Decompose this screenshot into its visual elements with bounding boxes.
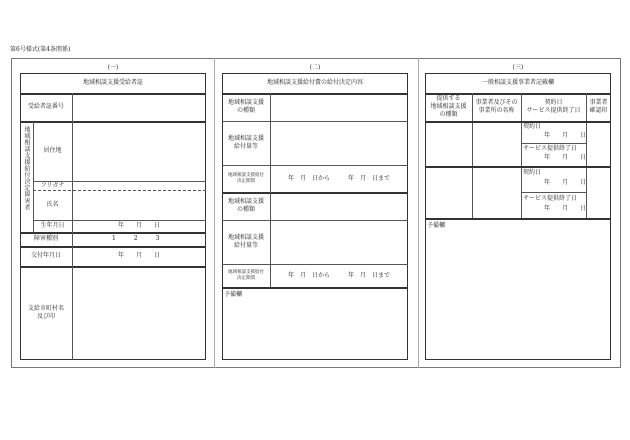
furigana-label: フリガナ	[40, 181, 65, 189]
row1-service-end-value: 年 月 日	[544, 154, 587, 161]
issue-date-value: 年 月 日	[117, 252, 160, 260]
decision-period-value-1: 年 月 日から 年 月 日まで	[287, 174, 390, 182]
row2-service-end-label: サービス提供終了日	[523, 195, 578, 202]
municipality-label	[20, 266, 72, 360]
section-one-title: 地域相談支援受給者証	[82, 79, 143, 87]
decision-period-label-1: 地域相談支援給付 決定期間	[228, 172, 264, 184]
col-service-type: 提供する 地域相談支援 の種類	[430, 95, 467, 118]
benefit-amount-label-1: 地域相談支援 給付量等	[227, 135, 264, 150]
birth-date-label: 生年月日	[40, 222, 65, 230]
birth-date-value: 年 月 日	[117, 222, 160, 230]
row1-contract-date-value: 年 月 日	[544, 132, 587, 139]
section-three-remarks-label: 予備欄	[427, 222, 446, 229]
panel-divider-2	[418, 58, 419, 368]
section-two-label: (二)	[309, 64, 321, 71]
section-one-label: (一)	[107, 64, 119, 71]
municipality-seal: 及び印	[36, 313, 55, 320]
service-type-label-1: 地域相談支援 の種類	[227, 99, 264, 114]
col-provider-name: 事業者及びその 事業所の名称	[475, 99, 518, 114]
address-label: 居住地	[43, 147, 62, 155]
section-three-label: (三)	[512, 64, 524, 71]
recipient-number-label: 受給者証番号	[27, 103, 64, 111]
decision-period-value-2: 年 月 日から 年 月 日まで	[287, 271, 390, 279]
decision-period-label-2: 地域相談支援給付 決定期間	[228, 269, 264, 281]
disability-type-options: 1 2 3	[112, 235, 160, 243]
row2-contract-date-value: 年 月 日	[544, 179, 587, 186]
row1-service-end-label: サービス提供終了日	[523, 145, 578, 152]
name-label: 氏名	[46, 201, 59, 209]
section-two-title: 地域相談支援給付費の給付決定内容	[266, 79, 363, 87]
service-type-label-2: 地域相談支援 の種類	[227, 198, 264, 213]
disability-type-label: 障害種別	[33, 235, 58, 243]
municipality-name: 支給市町村名	[27, 305, 64, 313]
row2-service-end-value: 年 月 日	[544, 205, 587, 212]
section-three-title: 一般相談支援事業者記載欄	[481, 79, 554, 87]
form-number: 第6号様式(第4条関係)	[10, 46, 71, 53]
row1-contract-date-label: 契約日	[523, 123, 542, 130]
col-contract-dates: 契約日 サービス提供終了日	[526, 99, 581, 114]
benefit-amount-label-2: 地域相談支援 給付量等	[227, 234, 264, 249]
issue-date-label: 交付年月日	[30, 252, 61, 260]
section-two-remarks-label: 予備欄	[224, 291, 243, 298]
col-provider-seal: 事業者 確認印	[589, 99, 608, 114]
beneficiary-vertical-label: 地域相談支援給付決定障害者	[23, 126, 30, 211]
panel-divider-1	[214, 58, 215, 368]
row2-contract-date-label: 契約日	[523, 169, 542, 176]
